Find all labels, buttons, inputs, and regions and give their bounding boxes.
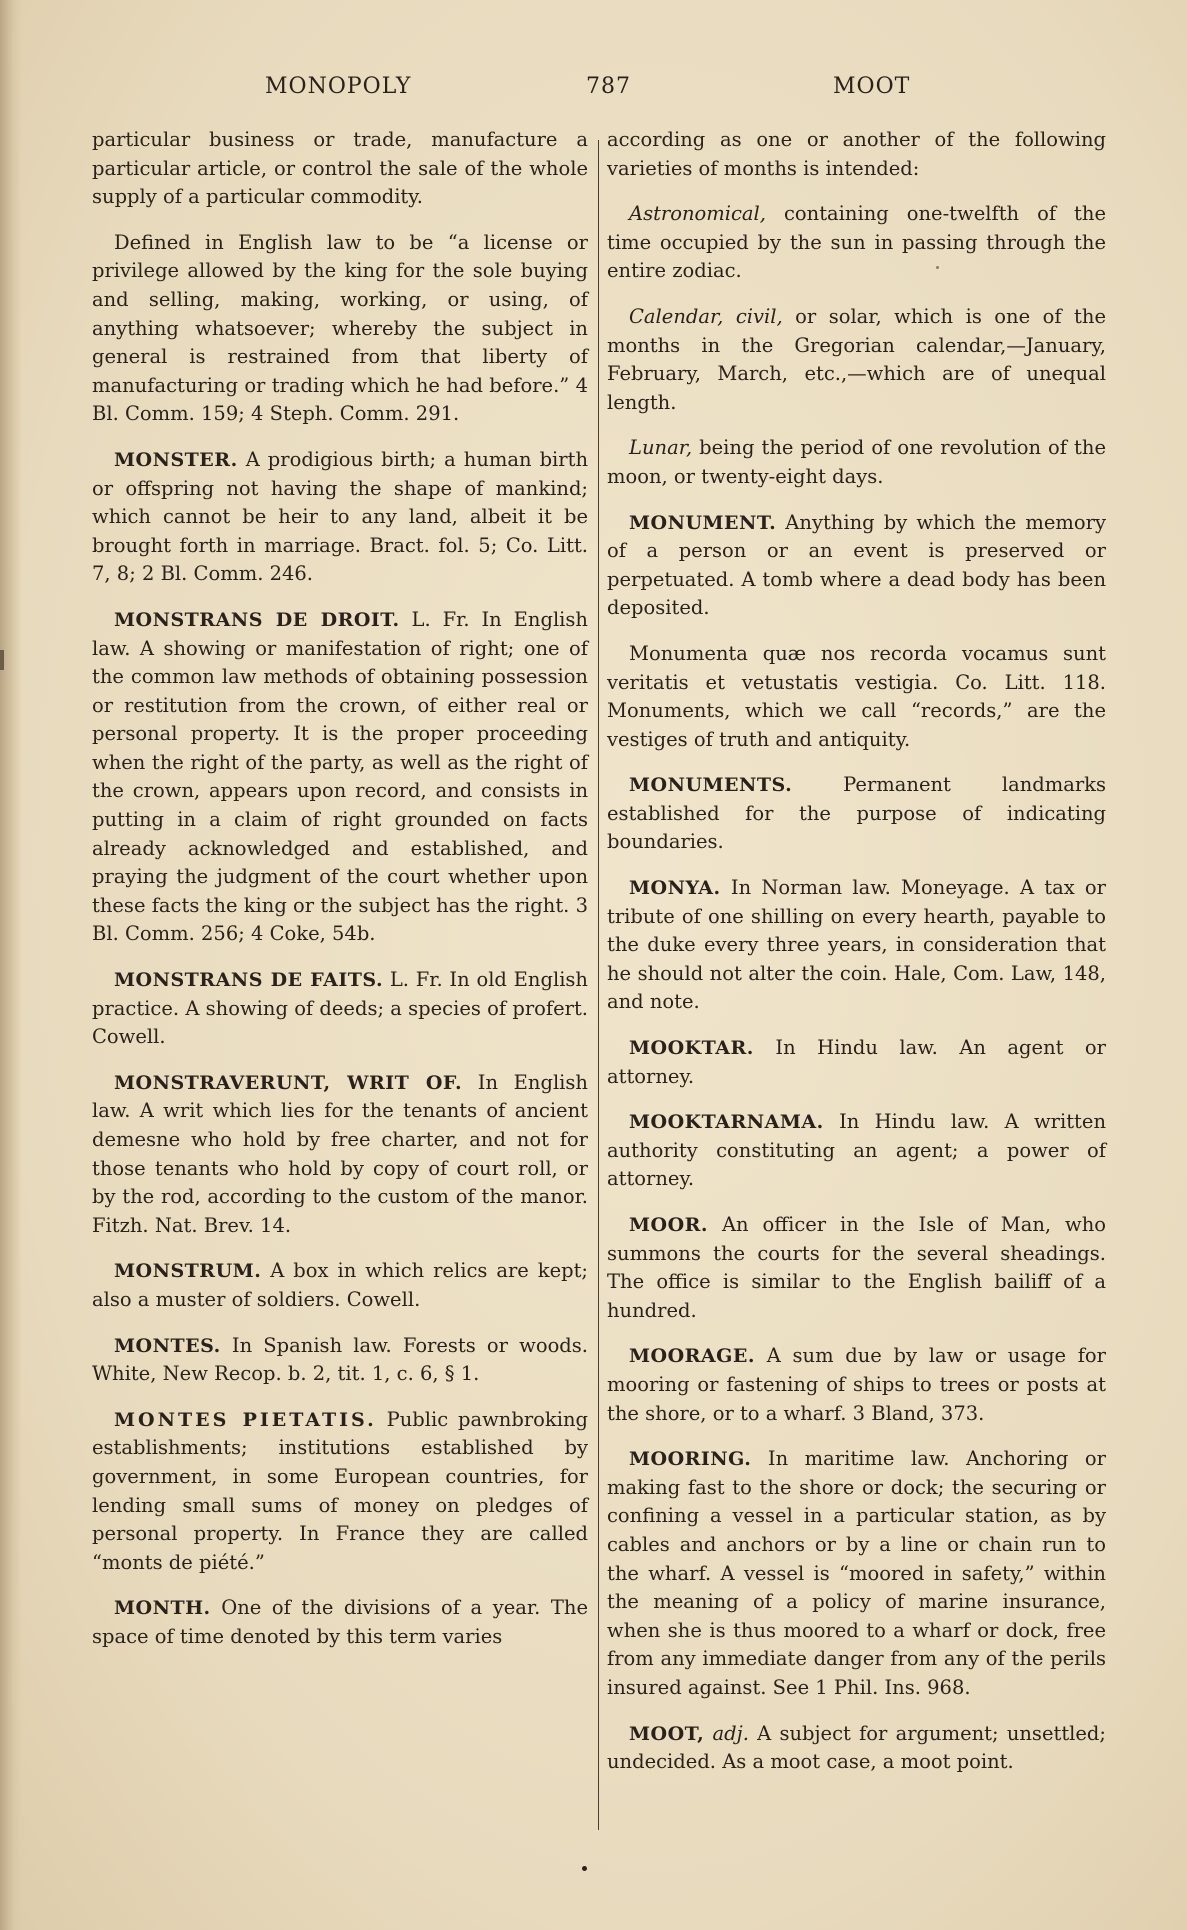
entry-text [92, 1069, 588, 1241]
entry-body: being the period of one revolution of the moon, or twenty-eight days. [607, 436, 1106, 488]
entry-body: Defined in English law to be “a license or privilege allowed by the king for the sole buying and selling, making, working, or using, of anything whatsoever; whereby the subject in general is restrained from that liberty of manufacturing or trading which he had before.” 4 Bl. Comm. 159; 4 Steph. Comm. 291. [92, 230, 588, 426]
column-rule [598, 140, 599, 1830]
entry-body: In English law. A writ which lies for the tenants of ancient demesne who hold by free charter, and not for those tenants who hold by copy of court roll, or by the rod, according to the custom of the manor. Fitzh. Nat. Brev. 14. [92, 1070, 588, 1237]
dictionary-entry [607, 1445, 1106, 1702]
dictionary-entry [607, 874, 1106, 1017]
entry-body: An officer in the Isle of Man, who summons the courts for the several sheadings. The office is similar to the English bailiff of a hundred. [607, 1213, 1106, 1322]
entry-body: A sum due by law or usage for mooring or fastening of ships to trees or posts at the shore, or to a wharf. 3 Bland, 373. [607, 1344, 1106, 1425]
headword: MONSTRANS DE FAITS. [114, 969, 384, 992]
dictionary-entry [607, 509, 1106, 623]
headword: MOOR. [629, 1214, 709, 1236]
entry-body: L. Fr. In English law. A showing or manifestation of right; one of the common law methods of obtaining possession or restitution from the crown, of either real or personal property. It is the proper proceeding when the right of the party, as well as the right of the crown, appears upon record, and consists in putting in a claim of right grounded on facts already acknowledged and established, and praying the judgment of the court whether upon these facts the king or the subject has the right. 3 Bl. Comm. 256; 4 Coke, 54b. [92, 607, 588, 946]
entry-body: L. Fr. In old English practice. A showing of deeds; a species of profert. Cowell. [92, 968, 588, 1049]
dictionary-entry [92, 1257, 588, 1314]
entry-body: or solar, which is one of the months in the Gregorian calendar,—January, February, March, etc.,—which are of unequal length. [607, 304, 1106, 414]
dictionary-entry [607, 303, 1106, 417]
entry-text [607, 640, 1106, 754]
entry-body: Permanent landmarks established for the purpose of indicating boundaries. [607, 773, 1106, 854]
headword: MONSTRAVERUNT, WRIT OF. [114, 1071, 463, 1094]
dictionary-entry [92, 1069, 588, 1241]
entry-text [607, 1720, 1106, 1777]
entry-body: containing one-twelfth of the time occupied by the sun in passing through the entire zodiac. [607, 202, 1106, 283]
headword: MONSTRANS DE DROIT. [114, 608, 400, 631]
dictionary-entry [607, 1211, 1106, 1325]
entry-text [92, 966, 588, 1052]
entry-lead: Astronomical, [629, 202, 766, 226]
entry-text [607, 200, 1106, 286]
headword: MOOKTAR. [629, 1037, 754, 1060]
dictionary-entry [607, 1342, 1106, 1428]
entry-body: Public pawnbroking establishments; institutions established by government, in some European countries, for lending small sums of money on pledges of personal property. In France they are called “monts de piété.” [92, 1407, 588, 1574]
headword: MONTES PIETATIS. [114, 1408, 377, 1431]
entry-lead: Calendar, civil, [629, 304, 783, 328]
dictionary-entry [607, 640, 1106, 754]
headword: MONTH. [114, 1597, 211, 1620]
entry-text [92, 1257, 588, 1314]
binding-shadow [0, 0, 22, 1930]
running-header [0, 74, 1187, 104]
dictionary-entry [92, 1332, 588, 1389]
entry-body: Anything by which the memory of a person or an event is preserved or perpetuated. A tomb where a dead body has been deposited. [607, 510, 1106, 620]
entry-text [92, 446, 588, 589]
page-number: 787 [586, 74, 631, 99]
dictionary-entry [92, 966, 588, 1052]
dictionary-entry [92, 126, 588, 212]
dictionary-entry [607, 1108, 1106, 1194]
entry-text [92, 1406, 588, 1578]
entry-text [607, 434, 1106, 491]
entry-text [607, 1034, 1106, 1091]
dictionary-entry [607, 1720, 1106, 1777]
entry-text [607, 303, 1106, 417]
entry-body: A prodigious birth; a human birth or offspring not having the shape of mankind; which cannot be heir to any land, albeit it be brought forth in marriage. Bract. fol. 5; Co. Litt. 7, 8; 2 Bl. Comm. 246. [92, 447, 588, 586]
entry-text [92, 1594, 588, 1651]
entry-text [92, 126, 588, 212]
headword: MOOT, [629, 1722, 705, 1745]
entry-body: In maritime law. Anchoring or making fast to the shore or dock; the securing or confining a vessel in a particular station, as by cables and anchors or by a line or chain run to the wharf. A vessel is “moored in safety,” within the meaning of a policy of marine insurance, when she is thus moored to a wharf or dock, free from any immediate danger from any of the perils insured against. See 1 Phil. Ins. 968. [607, 1447, 1106, 1699]
entry-body: In Norman law. Moneyage. A tax or tribute of one shilling on every hearth, payable to the duke every three years, in consideration that he should not alter the coin. Hale, Com. Law, 148, and note. [607, 876, 1106, 1014]
headword: MOOKTARNAMA. [629, 1111, 824, 1134]
dictionary-entry [607, 200, 1106, 286]
dictionary-entry [607, 434, 1106, 491]
entry-text [607, 874, 1106, 1017]
headword: MONSTER. [114, 448, 238, 471]
entry-body: One of the divisions of a year. The space of time denoted by this term varies [92, 1596, 588, 1648]
headword: MOORAGE. [629, 1345, 755, 1368]
entry-lead: Lunar, [629, 436, 693, 460]
entry-text [607, 1108, 1106, 1194]
entry-text [92, 606, 588, 949]
left-column [92, 126, 588, 1669]
headword: MONSTRUM. [114, 1260, 262, 1283]
headword: MOORING. [629, 1448, 752, 1471]
dictionary-entry [607, 1034, 1106, 1091]
entry-body: according as one or another of the following varieties of months is intended: [607, 128, 1106, 180]
entry-body: A subject for argument; unsettled; undecided. As a moot case, a moot point. [607, 1721, 1106, 1774]
header-right-guide-word: MOOT [833, 74, 911, 99]
entry-body: In Spanish law. Forests or woods. White, New Recop. b. 2, tit. 1, c. 6, § 1. [92, 1333, 588, 1386]
header-left-guide-word: MONOPOLY [265, 74, 412, 99]
dictionary-entry [92, 1406, 588, 1578]
entry-body: A box in which relics are kept; also a muster of soldiers. Cowell. [92, 1259, 588, 1311]
dictionary-entry [92, 446, 588, 589]
right-column [607, 126, 1106, 1794]
footer-dot [582, 1866, 587, 1871]
dictionary-entry [607, 771, 1106, 857]
entry-text [607, 126, 1106, 183]
entry-body: particular business or trade, manufacture a particular article, or control the sale of the whole supply of a particular commodity. [92, 128, 588, 209]
entry-text [607, 1342, 1106, 1428]
dictionary-entry [92, 606, 588, 949]
headword: MONTES. [114, 1334, 221, 1357]
dictionary-entry [607, 126, 1106, 183]
entry-text [92, 229, 588, 429]
entry-text [607, 1445, 1106, 1702]
entry-text [607, 771, 1106, 857]
headword: MONUMENT. [629, 511, 777, 534]
headword: MONYA. [629, 877, 721, 900]
entry-lead: adj. [704, 1721, 749, 1745]
entry-text [607, 509, 1106, 623]
entry-text [92, 1332, 588, 1389]
dictionary-entry [92, 229, 588, 429]
entry-text [607, 1211, 1106, 1325]
dictionary-entry [92, 1594, 588, 1651]
edge-mark [0, 650, 4, 670]
headword: MONUMENTS. [629, 774, 793, 797]
entry-body: Monumenta quæ nos recorda vocamus sunt veritatis et vetustatis vestigia. Co. Litt. 118. Monuments, which we call “records,” are the vestiges of truth and antiquity. [607, 641, 1106, 751]
entry-body: In Hindu law. A written authority constituting an agent; a power of attorney. [607, 1110, 1106, 1191]
entry-body: In Hindu law. An agent or attorney. [607, 1036, 1106, 1088]
